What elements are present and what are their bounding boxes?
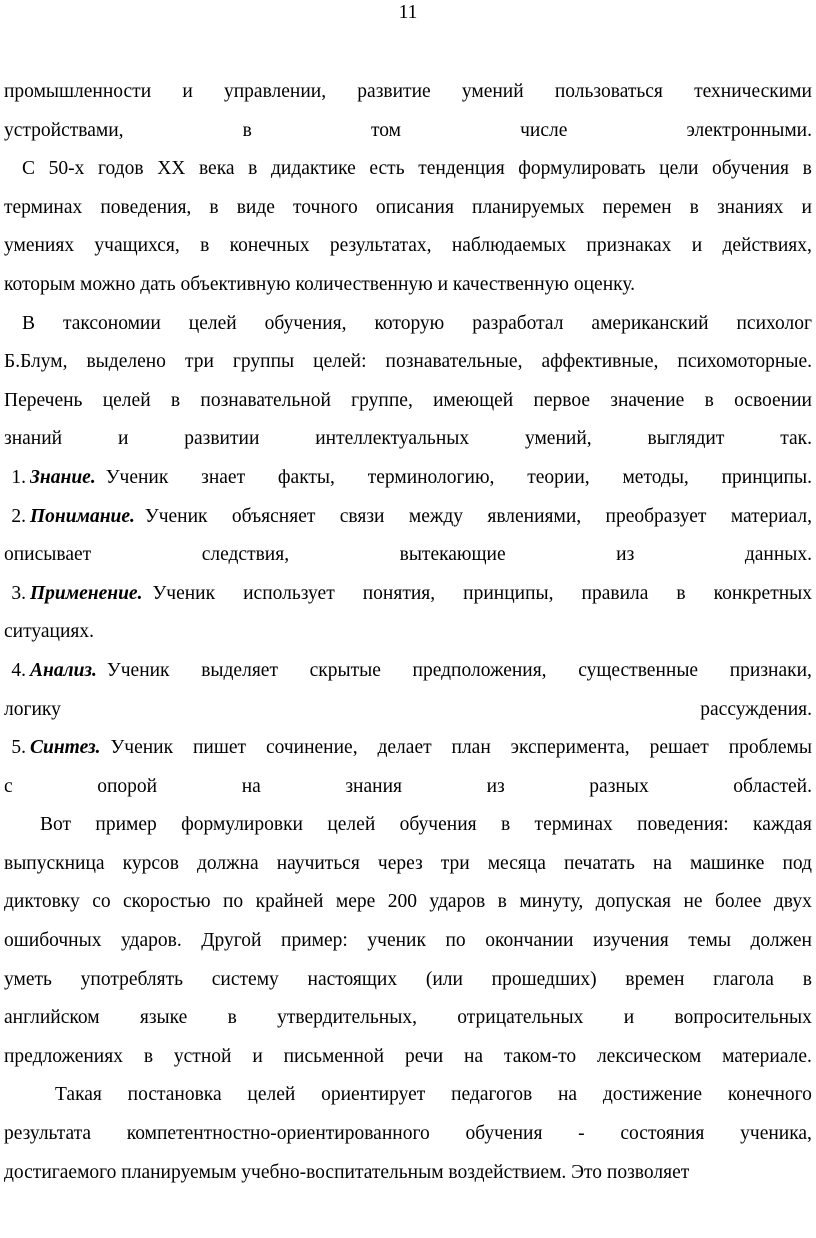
page-number: 11 — [398, 2, 418, 23]
text-content: английском языке в утвердительных, отрицательных и вопросительных — [4, 1007, 812, 1029]
text-content: Вот пример формулировки целей обучения в терминах поведения: каждая — [40, 814, 812, 836]
text-line — [4, 1076, 812, 1115]
text-line — [4, 227, 812, 266]
text-line — [4, 498, 812, 537]
text-line — [4, 729, 812, 768]
text-line — [4, 266, 812, 305]
body-text — [4, 73, 812, 1192]
list-number: 1. — [11, 466, 26, 488]
text-content: результата компетентностно-ориентированного обучения - состояния ученика, — [4, 1123, 812, 1145]
list-text: Ученик выделяет скрытые предположения, существенные признаки, — [106, 659, 812, 681]
text-content: Перечень целей в познавательной группе, имеющей первое значение в освоении — [4, 389, 812, 411]
list-number: 2. — [11, 505, 26, 527]
list-number: 5. — [11, 737, 26, 759]
list-term: Анализ. — [30, 659, 97, 681]
text-content: диктовку со скоростью по крайней мере 200 ударов в минуту, допуская не более двух — [4, 891, 812, 913]
text-line — [4, 883, 812, 922]
text-content: уметь употреблять систему настоящих (или прошедших) времен глагола в — [4, 968, 812, 990]
text-content: предложениях в устной и письменной речи на таком-то лексическом материале. — [4, 1045, 812, 1067]
text-content: описывает следствия, вытекающие из данных. — [4, 544, 812, 566]
text-content: выпускница курсов должна научиться через три месяца печатать на машинке под — [4, 852, 812, 874]
text-content: С 50-х годов XX века в дидактике есть тенденция формулировать цели обучения в — [22, 158, 812, 180]
list-number: 4. — [11, 659, 26, 681]
text-line — [4, 150, 812, 189]
text-line — [4, 382, 812, 421]
text-content: ошибочных ударов. Другой пример: ученик по окончании изучения темы должен — [4, 930, 812, 952]
list-term: Синтез. — [30, 737, 101, 759]
text-content: умениях учащихся, в конечных результатах, наблюдаемых признаках и действиях, — [4, 235, 812, 257]
text-line — [4, 420, 812, 459]
text-line — [4, 343, 812, 382]
text-line — [4, 806, 812, 845]
text-content: достигаемого планируемым учебно-воспитательным воздействием. Это позволяет — [4, 1161, 690, 1183]
list-text: Ученик знает факты, терминологию, теории, методы, принципы. — [105, 466, 812, 488]
list-number: 3. — [11, 582, 26, 604]
text-content: знаний и развитии интеллектуальных умений, выглядит так. — [4, 428, 812, 450]
text-line — [4, 961, 812, 1000]
list-text: Ученик использует понятия, принципы, правила в конкретных — [152, 582, 812, 604]
text-line — [4, 459, 812, 498]
text-line — [4, 613, 812, 652]
text-content: ситуациях. — [4, 621, 94, 643]
text-line — [4, 112, 812, 151]
list-text: Ученик пишет сочинение, делает план эксперимента, решает проблемы — [110, 737, 812, 759]
text-line — [4, 305, 812, 344]
text-line — [4, 922, 812, 961]
text-line — [4, 768, 812, 807]
text-content: В таксономии целей обучения, которую разработал американский психолог — [22, 312, 812, 334]
text-line — [4, 845, 812, 884]
text-content: устройствами, в том числе электронными. — [4, 119, 812, 141]
text-line — [4, 1154, 812, 1193]
text-line — [4, 999, 812, 1038]
list-text: Ученик объясняет связи между явлениями, преобразует материал, — [144, 505, 812, 527]
text-content: которым можно дать объективную количественную и качественную оценку. — [4, 273, 636, 295]
text-content: с опорой на знания из разных областей. — [4, 775, 812, 797]
text-line — [4, 652, 812, 691]
text-content: Такая постановка целей ориентирует педагогов на достижение конечного — [55, 1084, 812, 1106]
text-content: терминах поведения, в виде точного описания планируемых перемен в знаниях и — [4, 196, 812, 218]
text-line — [4, 189, 812, 228]
text-line — [4, 575, 812, 614]
text-content: Б.Блум, выделено три группы целей: познавательные, аффективные, психомоторные. — [4, 351, 812, 373]
text-line — [4, 691, 812, 730]
text-line — [4, 73, 812, 112]
text-content: логику рассуждения. — [4, 698, 812, 720]
text-line — [4, 1038, 812, 1077]
text-content: промышленности и управлении, развитие умений пользоваться техническими — [4, 81, 812, 102]
text-line — [4, 536, 812, 575]
list-term: Применение. — [30, 582, 143, 604]
text-line — [4, 1115, 812, 1154]
list-term: Знание. — [30, 466, 96, 488]
list-term: Понимание. — [30, 505, 135, 527]
